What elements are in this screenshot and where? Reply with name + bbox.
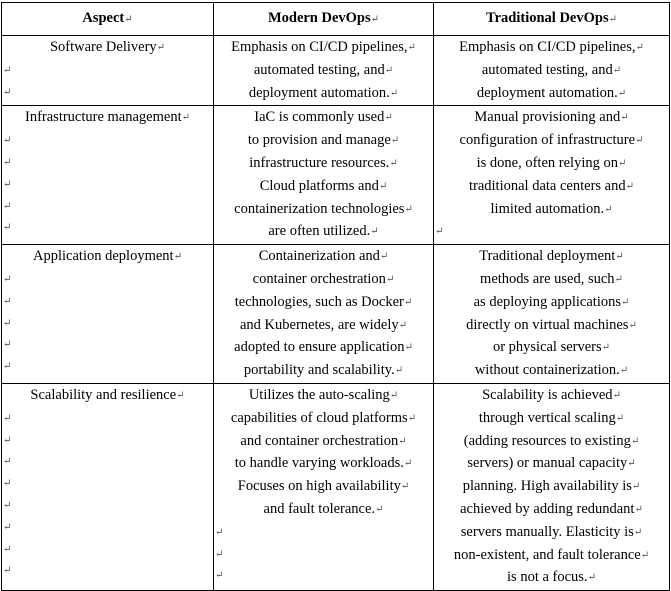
paragraph-mark-icon: ↵ (3, 222, 12, 234)
modern-devops-cell (214, 106, 434, 245)
cell-text-line: traditional data centers and↵ (468, 177, 634, 194)
comparison-table (1, 2, 670, 591)
cell-text-line: capabilities of cloud platforms↵ (230, 409, 417, 426)
cell-text-line: automated testing, and↵ (253, 61, 394, 78)
cell-text-line: Traditional deployment↵ (479, 248, 624, 265)
header-modern-devops: Modern DevOps↵ (214, 3, 434, 36)
aspect-cell (2, 383, 214, 590)
paragraph-mark-icon: ↵ (173, 251, 182, 263)
cell-text-line: servers) or manual capacity↵ (467, 455, 636, 472)
paragraph-mark-icon: ↵ (384, 64, 394, 76)
paragraph-mark-icon: ↵ (627, 458, 636, 470)
aspect-cell (2, 245, 214, 384)
empty-paragraph (4, 539, 211, 561)
paragraph-mark-icon: ↵ (398, 435, 407, 447)
paragraph-mark-icon: ↵ (176, 389, 185, 401)
cell-text-line: Emphasis on CI/CD pipelines,↵ (459, 39, 644, 55)
cell-text-line: is not a focus.↵ (507, 569, 596, 586)
cell-text-line: are often utilized.↵ (268, 223, 379, 240)
empty-paragraph (216, 522, 431, 544)
paragraph-mark-icon: ↵ (379, 251, 389, 263)
empty-paragraph (4, 495, 211, 517)
empty-paragraph (4, 560, 211, 582)
empty-paragraph (4, 269, 211, 291)
paragraph-mark-icon: ↵ (621, 296, 630, 308)
paragraph-mark-icon: ↵ (615, 251, 624, 263)
paragraph-mark-icon: ↵ (614, 273, 623, 285)
cell-text-line: and Kubernetes, are widely↵ (239, 316, 408, 333)
paragraph-mark-icon: ↵ (587, 572, 596, 584)
table-row (2, 245, 670, 384)
aspect-cell (2, 106, 214, 245)
paragraph-mark-icon: ↵ (3, 295, 12, 307)
cell-text-line: as deploying applications↵ (473, 293, 630, 310)
paragraph-mark-icon: ↵ (628, 319, 637, 331)
paragraph-mark-icon: ↵ (403, 296, 413, 308)
paragraph-mark-icon: ↵ (390, 135, 400, 147)
paragraph-mark-icon: ↵ (3, 412, 12, 424)
paragraph-mark-icon: ↵ (625, 180, 634, 192)
cell-text-line: is done, often relying on↵ (476, 154, 627, 171)
cell-text-line: to handle varying workloads.↵ (234, 455, 413, 472)
paragraph-mark-icon: ↵ (407, 412, 417, 424)
paragraph-mark-icon: ↵ (385, 273, 395, 285)
paragraph-mark-icon: ↵ (398, 319, 408, 331)
paragraph-mark-icon: ↵ (619, 365, 629, 377)
paragraph-mark-icon: ↵ (215, 570, 224, 582)
header-aspect: Aspect↵ (2, 3, 214, 36)
paragraph-mark-icon: ↵ (617, 87, 627, 99)
paragraph-mark-icon: ↵ (3, 543, 12, 555)
paragraph-mark-icon: ↵ (3, 86, 12, 98)
paragraph-mark-icon: ↵ (435, 226, 444, 238)
empty-paragraph (4, 517, 211, 539)
paragraph-mark-icon: ↵ (181, 112, 190, 124)
paragraph-mark-icon: ↵ (384, 112, 393, 124)
paragraph-mark-icon: ↵ (3, 273, 12, 285)
empty-paragraph (4, 430, 211, 452)
cell-text-line: Manual provisioning and↵ (474, 109, 629, 126)
empty-paragraph (4, 291, 211, 313)
paragraph-mark-icon: ↵ (389, 157, 398, 169)
empty-paragraph (4, 356, 211, 378)
cell-text-line: Containerization and↵ (258, 248, 389, 265)
cell-text-line: planning. High availability is↵ (462, 478, 641, 495)
paragraph-mark-icon: ↵ (404, 342, 413, 354)
cell-text-line: deployment automation.↵ (248, 84, 399, 101)
cell-text-line: Scalability is achieved↵ (482, 386, 621, 403)
cell-text-line: Emphasis on CI/CD pipelines,↵ (231, 39, 416, 55)
paragraph-mark-icon: ↵ (378, 180, 388, 192)
traditional-devops-cell (434, 36, 670, 106)
traditional-devops-cell (434, 383, 670, 590)
aspect-label: Infrastructure management↵ (25, 109, 190, 126)
paragraph-mark-icon: ↵ (633, 526, 643, 538)
paragraph-mark-icon: ↵ (3, 521, 12, 533)
cell-text-line: without containerization.↵ (474, 362, 629, 379)
aspect-label: Application deployment↵ (33, 248, 182, 265)
cell-text-line: technologies, such as Docker↵ (234, 293, 413, 310)
paragraph-mark-icon: ↵ (612, 389, 621, 401)
cell-text-line: or physical servers↵ (492, 339, 611, 356)
cell-text-line: configuration of infrastructure↵ (459, 132, 644, 149)
aspect-cell (2, 36, 214, 106)
empty-paragraph (4, 313, 211, 335)
table-row (2, 36, 670, 106)
cell-text-line: achieved by adding redundant↵ (460, 500, 643, 517)
empty-paragraph (4, 451, 211, 473)
paragraph-mark-icon: ↵ (3, 135, 12, 147)
paragraph-mark-icon: ↵ (617, 157, 627, 169)
empty-paragraph (4, 217, 211, 239)
paragraph-mark-icon: ↵ (215, 548, 224, 560)
cell-text-line: Focuses on high availability↵ (237, 478, 410, 495)
paragraph-mark-icon: ↵ (3, 565, 12, 577)
paragraph-mark-icon: ↵ (3, 456, 12, 468)
cell-text-line: (adding resources to existing↵ (463, 432, 640, 449)
cell-text-line: portability and scalability.↵ (243, 362, 404, 379)
empty-paragraph (4, 152, 211, 174)
paragraph-mark-icon: ↵ (3, 64, 12, 76)
modern-devops-cell (214, 36, 434, 106)
empty-paragraph (4, 196, 211, 218)
cell-text-line: container orchestration↵ (252, 270, 395, 287)
paragraph-mark-icon: ↵ (3, 478, 12, 490)
cell-text-line: infrastructure resources.↵ (249, 154, 398, 171)
cell-text-line: containerization technologies↵ (234, 200, 413, 217)
paragraph-mark-icon: ↵ (604, 203, 613, 215)
table-header-row (2, 3, 670, 36)
paragraph-mark-icon: ↵ (156, 42, 166, 53)
paragraph-mark-icon: ↵ (630, 435, 640, 447)
modern-devops-cell (214, 383, 434, 590)
paragraph-mark-icon: ↵ (634, 503, 643, 515)
aspect-label: Software Delivery↵ (49, 39, 166, 55)
aspect-label: Scalability and resilience↵ (30, 386, 185, 403)
paragraph-mark-icon: ↵ (400, 481, 410, 493)
paragraph-mark-icon: ↵ (404, 203, 413, 215)
table-row (2, 106, 670, 245)
paragraph-mark-icon: ↵ (3, 499, 12, 511)
cell-text-line: methods are used, such↵ (480, 270, 623, 287)
cell-text-line: deployment automation.↵ (476, 84, 627, 101)
paragraph-mark-icon: ↵ (612, 64, 622, 76)
cell-text-line: IaC is commonly used↵ (254, 109, 393, 126)
cell-text-line: adopted to ensure application↵ (234, 339, 413, 356)
paragraph-mark-icon: ↵ (375, 503, 384, 515)
paragraph-mark-icon: ↵ (394, 365, 404, 377)
paragraph-mark-icon: ↵ (3, 339, 12, 351)
paragraph-mark-icon: ↵ (389, 87, 399, 99)
paragraph-mark-icon: ↵ (370, 226, 379, 238)
empty-paragraph (4, 82, 211, 104)
empty-paragraph (4, 334, 211, 356)
empty-paragraph (4, 408, 211, 430)
empty-paragraph (4, 174, 211, 196)
empty-paragraph (436, 221, 667, 243)
paragraph-mark-icon: ↵ (601, 342, 611, 354)
table-row (2, 383, 670, 590)
paragraph-mark-icon: ↵ (403, 458, 413, 470)
paragraph-mark-icon: ↵ (407, 42, 416, 53)
paragraph-mark-icon: ↵ (615, 412, 625, 424)
paragraph-mark-icon: ↵ (635, 42, 644, 53)
paragraph-mark-icon: ↵ (631, 481, 641, 493)
paragraph-mark-icon: ↵ (640, 549, 650, 561)
paragraph-mark-icon: ↵ (3, 317, 12, 329)
paragraph-mark-icon: ↵ (635, 135, 644, 147)
cell-text-line: limited automation.↵ (490, 200, 613, 217)
paragraph-mark-icon: ↵ (3, 200, 12, 212)
paragraph-mark-icon: ↵ (3, 361, 12, 373)
cell-text-line: non-existent, and fault tolerance↵ (453, 546, 650, 563)
cell-text-line: to provision and manage↵ (247, 132, 400, 149)
cell-text-line: Cloud platforms and↵ (259, 177, 388, 194)
traditional-devops-cell (434, 245, 670, 384)
empty-paragraph (216, 544, 431, 566)
cell-text-line: and fault tolerance.↵ (263, 500, 384, 517)
modern-devops-cell (214, 245, 434, 384)
paragraph-mark-icon: ↵ (3, 178, 12, 190)
empty-paragraph (4, 473, 211, 495)
cell-text-line: Utilizes the auto-scaling↵ (248, 386, 399, 403)
paragraph-mark-icon: ↵ (620, 112, 629, 124)
cell-text-line: through vertical scaling↵ (478, 409, 625, 426)
header-traditional-devops: Traditional DevOps↵ (434, 3, 670, 36)
traditional-devops-cell (434, 106, 670, 245)
paragraph-mark-icon: ↵ (3, 156, 12, 168)
cell-text-line: servers manually. Elasticity is↵ (460, 523, 643, 540)
paragraph-mark-icon: ↵ (3, 434, 12, 446)
cell-text-line: automated testing, and↵ (481, 61, 622, 78)
empty-paragraph (4, 130, 211, 152)
empty-paragraph (4, 60, 211, 82)
cell-text-line: and container orchestration↵ (240, 432, 407, 449)
empty-paragraph (216, 565, 431, 587)
cell-text-line: directly on virtual machines↵ (466, 316, 637, 333)
paragraph-mark-icon: ↵ (389, 389, 399, 401)
paragraph-mark-icon: ↵ (215, 526, 224, 538)
